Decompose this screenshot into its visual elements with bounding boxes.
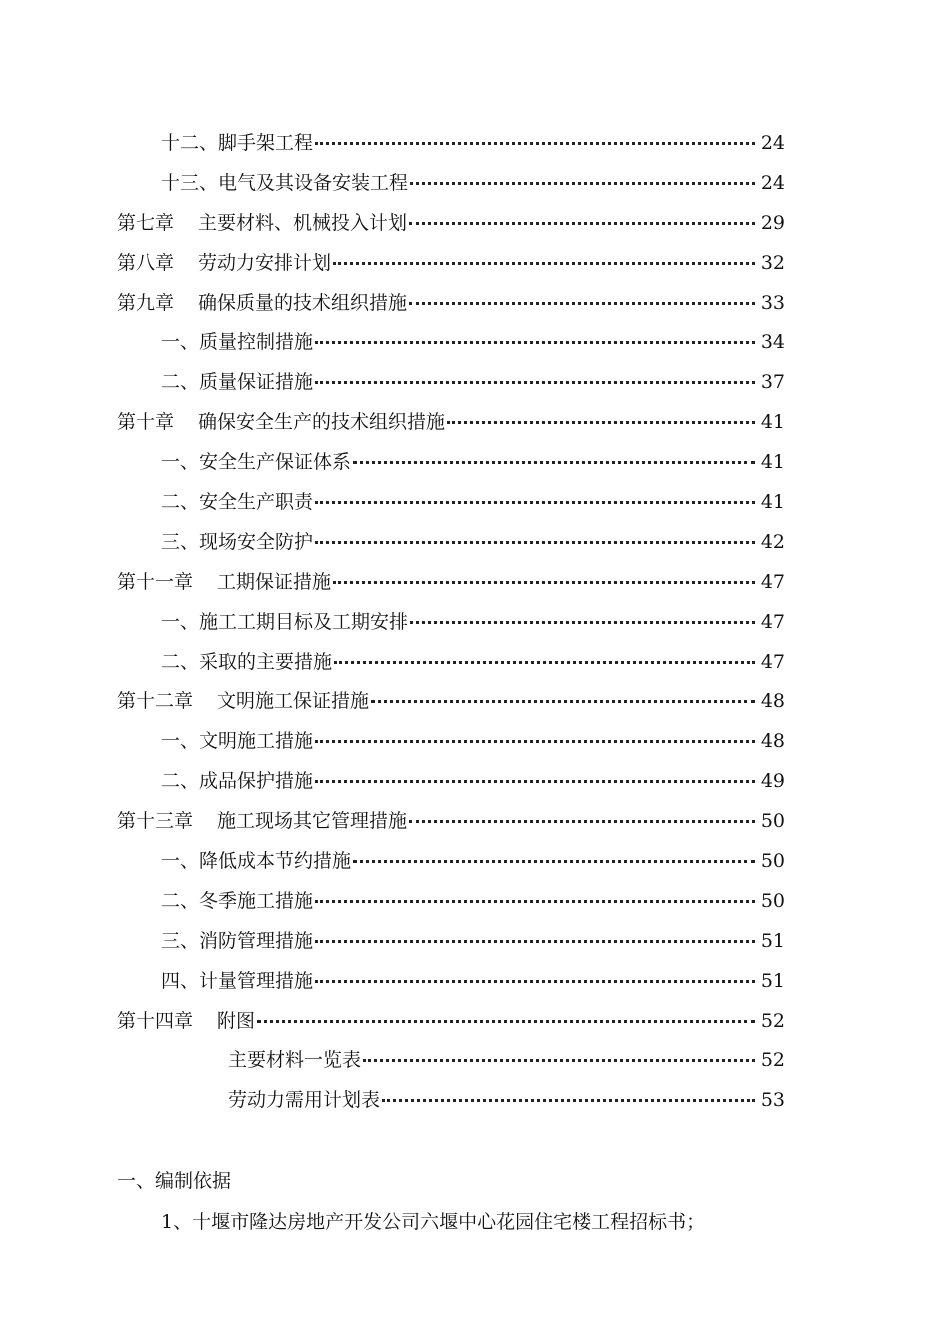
toc-dot-leader	[353, 450, 755, 474]
chapter-number: 第十二章	[117, 690, 194, 713]
toc-page-number: 48	[760, 730, 785, 753]
toc-entry-title: 十三、电气及其设备安装工程	[161, 171, 409, 194]
chapter-number: 第七章	[117, 211, 175, 234]
toc-entry	[0, 482, 950, 522]
toc-dot-leader	[257, 1009, 755, 1033]
toc-dot-leader	[315, 131, 755, 155]
toc-page-number: 37	[760, 371, 785, 394]
toc-dot-leader	[334, 650, 755, 674]
toc-page-number: 29	[760, 211, 785, 234]
toc-page-number: 53	[760, 1089, 785, 1112]
toc-page-number: 41	[760, 451, 785, 474]
toc-page-number: 41	[760, 411, 785, 434]
toc-entry	[0, 1040, 950, 1080]
toc-entry-title: 第八章 劳动力安排计划	[117, 251, 332, 274]
toc-entry	[0, 642, 950, 682]
toc-dot-leader	[410, 610, 755, 634]
toc-dot-leader	[315, 490, 755, 514]
toc-entry-title: 第十一章 工期保证措施	[117, 570, 332, 593]
toc-dot-leader	[353, 849, 755, 873]
chapter-number: 第九章	[117, 291, 175, 314]
toc-entry	[0, 602, 950, 642]
toc-entry-title: 一、安全生产保证体系	[161, 451, 352, 474]
toc-entry-title: 第十四章 附图	[117, 1009, 256, 1032]
toc-chapter-entry	[0, 681, 950, 721]
toc-entry-title: 一、文明施工措施	[161, 730, 314, 753]
chapter-number: 第八章	[117, 251, 175, 274]
toc-page-number: 47	[760, 650, 785, 673]
toc-entry-title: 四、计量管理措施	[161, 969, 314, 992]
toc-entry	[0, 921, 950, 961]
toc-dot-leader	[315, 729, 755, 753]
toc-page-number: 34	[760, 331, 785, 354]
toc-entry-title: 第十二章 文明施工保证措施	[117, 690, 370, 713]
toc-page-number: 42	[760, 530, 785, 553]
toc-entry	[0, 362, 950, 402]
toc-page-number: 47	[760, 610, 785, 633]
toc-page-number: 51	[760, 929, 785, 952]
toc-dot-leader	[315, 330, 755, 354]
toc-entry-title: 三、消防管理措施	[161, 929, 314, 952]
toc-entry	[0, 961, 950, 1001]
toc-chapter-entry	[0, 283, 950, 323]
toc-entry	[0, 322, 950, 362]
toc-dot-leader	[409, 291, 755, 315]
toc-entry-title: 劳动力需用计划表	[228, 1089, 381, 1112]
toc-dot-leader	[409, 809, 755, 833]
toc-entry-title: 一、降低成本节约措施	[161, 849, 352, 872]
toc-chapter-entry	[0, 203, 950, 243]
toc-entry-title: 第十三章 施工现场其它管理措施	[117, 810, 408, 833]
chapter-number: 第十一章	[117, 570, 194, 593]
toc-dot-leader	[333, 570, 755, 594]
toc-entry	[0, 163, 950, 203]
toc-page-number: 41	[760, 490, 785, 513]
toc-dot-leader	[315, 769, 755, 793]
toc-page-number: 51	[760, 969, 785, 992]
toc-chapter-entry	[0, 801, 950, 841]
toc-chapter-entry	[0, 1001, 950, 1041]
toc-page-number: 49	[760, 770, 785, 793]
toc-page-number: 50	[760, 889, 785, 912]
toc-dot-leader	[315, 370, 755, 394]
section-heading: 一、编制依据	[117, 1170, 232, 1192]
toc-chapter-entry	[0, 243, 950, 283]
toc-entry-title: 二、安全生产职责	[161, 490, 314, 513]
toc-entry	[0, 1080, 950, 1120]
toc-entry-title: 第十章 确保安全生产的技术组织措施	[117, 411, 446, 434]
toc-entry-title: 三、现场安全防护	[161, 530, 314, 553]
toc-page-number: 33	[760, 291, 785, 314]
toc-entry-title: 二、冬季施工措施	[161, 889, 314, 912]
toc-entry-title: 第九章 确保质量的技术组织措施	[117, 291, 408, 314]
toc-dot-leader	[447, 410, 755, 434]
toc-page-number: 48	[760, 690, 785, 713]
toc-dot-leader	[371, 689, 755, 713]
toc-chapter-entry	[0, 562, 950, 602]
toc-dot-leader	[333, 251, 755, 275]
toc-page-number: 50	[760, 849, 785, 872]
chapter-number: 第十四章	[117, 1009, 194, 1032]
toc-entry-title: 主要材料一览表	[228, 1049, 362, 1072]
toc-entry-title: 二、采取的主要措施	[161, 650, 333, 673]
toc-page-number: 50	[760, 810, 785, 833]
toc-page-number: 47	[760, 570, 785, 593]
chapter-number: 第十章	[117, 411, 175, 434]
toc-entry	[0, 841, 950, 881]
toc-dot-leader	[315, 889, 755, 913]
toc-page-number: 32	[760, 251, 785, 274]
toc-entry-title: 二、成品保护措施	[161, 770, 314, 793]
toc-entry	[0, 123, 950, 163]
toc-page-number: 24	[760, 171, 785, 194]
toc-entry	[0, 442, 950, 482]
toc-page-number: 52	[760, 1049, 785, 1072]
toc-page-number: 52	[760, 1009, 785, 1032]
toc-dot-leader	[410, 171, 755, 195]
toc-dot-leader	[363, 1048, 755, 1072]
toc-dot-leader	[315, 530, 755, 554]
toc-entry-title: 一、施工工期目标及工期安排	[161, 610, 409, 633]
toc-entry-title: 二、质量保证措施	[161, 371, 314, 394]
body-paragraph: 1、十堰市隆达房地产开发公司六堰中心花园住宅楼工程招标书；	[161, 1211, 706, 1233]
toc-page-number: 24	[760, 131, 785, 154]
toc-entry	[0, 721, 950, 761]
table-of-contents	[0, 123, 950, 1120]
toc-entry-title: 一、质量控制措施	[161, 331, 314, 354]
toc-entry	[0, 881, 950, 921]
toc-dot-leader	[315, 969, 755, 993]
toc-chapter-entry	[0, 402, 950, 442]
toc-entry	[0, 522, 950, 562]
toc-entry-title: 十二、脚手架工程	[161, 131, 314, 154]
toc-dot-leader	[409, 211, 755, 235]
toc-dot-leader	[382, 1088, 755, 1112]
chapter-number: 第十三章	[117, 810, 194, 833]
toc-entry-title: 第七章 主要材料、机械投入计划	[117, 211, 408, 234]
toc-dot-leader	[315, 929, 755, 953]
toc-entry	[0, 761, 950, 801]
